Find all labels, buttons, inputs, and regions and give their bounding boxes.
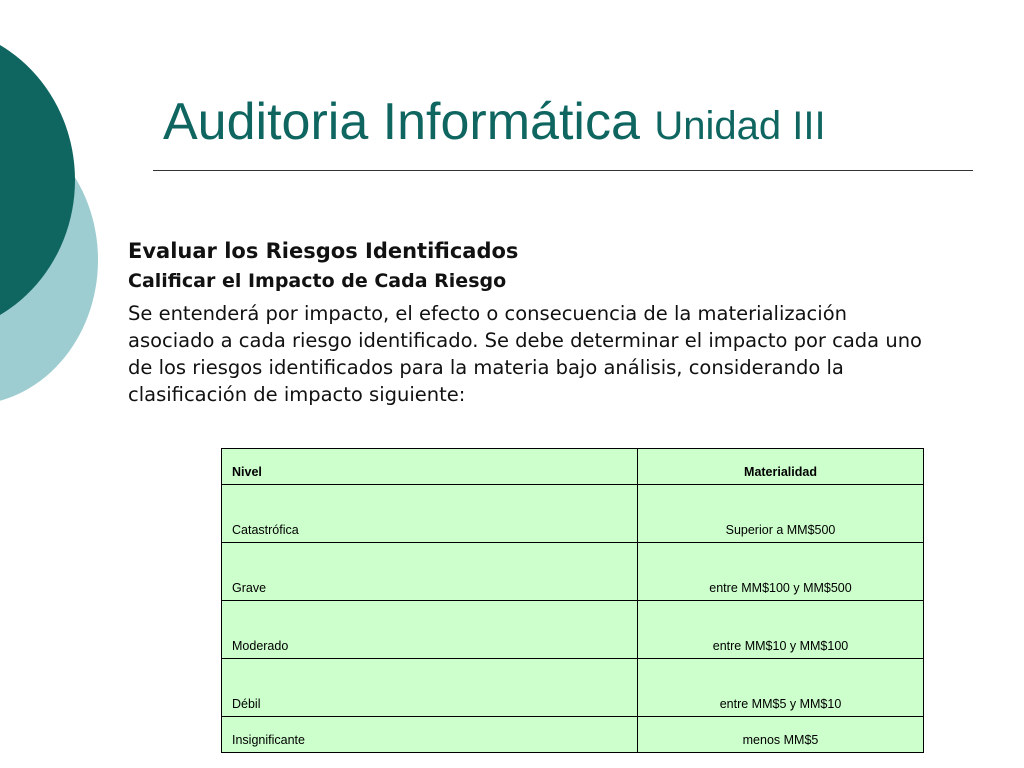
table-row	[222, 659, 924, 717]
table-header-row	[222, 449, 924, 485]
title-sub: Unidad III	[654, 104, 826, 148]
section-subheading: Calificar el Impacto de Cada Riesgo	[128, 270, 507, 292]
table-row	[222, 601, 924, 659]
materialidad-cell: entre MM$10 y MM$100	[638, 601, 924, 659]
title-main: Auditoria Informática	[163, 93, 640, 151]
header-nivel: Nivel	[222, 449, 638, 485]
table-row	[222, 717, 924, 753]
nivel-cell: Insignificante	[222, 717, 638, 753]
table-row	[222, 485, 924, 543]
nivel-cell: Moderado	[222, 601, 638, 659]
nivel-cell: Débil	[222, 659, 638, 717]
table-row	[222, 543, 924, 601]
materialidad-cell: entre MM$5 y MM$10	[638, 659, 924, 717]
section-heading: Evaluar los Riesgos Identificados	[128, 239, 519, 263]
nivel-cell: Grave	[222, 543, 638, 601]
impact-table	[221, 448, 924, 753]
materialidad-cell: menos MM$5	[638, 717, 924, 753]
materialidad-cell: entre MM$100 y MM$500	[638, 543, 924, 601]
nivel-cell: Catastrófica	[222, 485, 638, 543]
body-paragraph: Se entenderá por impacto, el efecto o consecuencia de la materialización asociado a cada riesgo identificado. Se debe determinar el impacto por cada uno de los riesgos identificados para la materia bajo análisis, considerando la clasificación de impacto siguiente:	[128, 302, 922, 406]
materialidad-cell: Superior a MM$500	[638, 485, 924, 543]
header-materialidad: Materialidad	[638, 449, 924, 485]
title-divider	[153, 170, 973, 171]
decorative-circles	[0, 0, 130, 420]
slide-body	[128, 236, 928, 408]
slide-title	[163, 90, 826, 158]
